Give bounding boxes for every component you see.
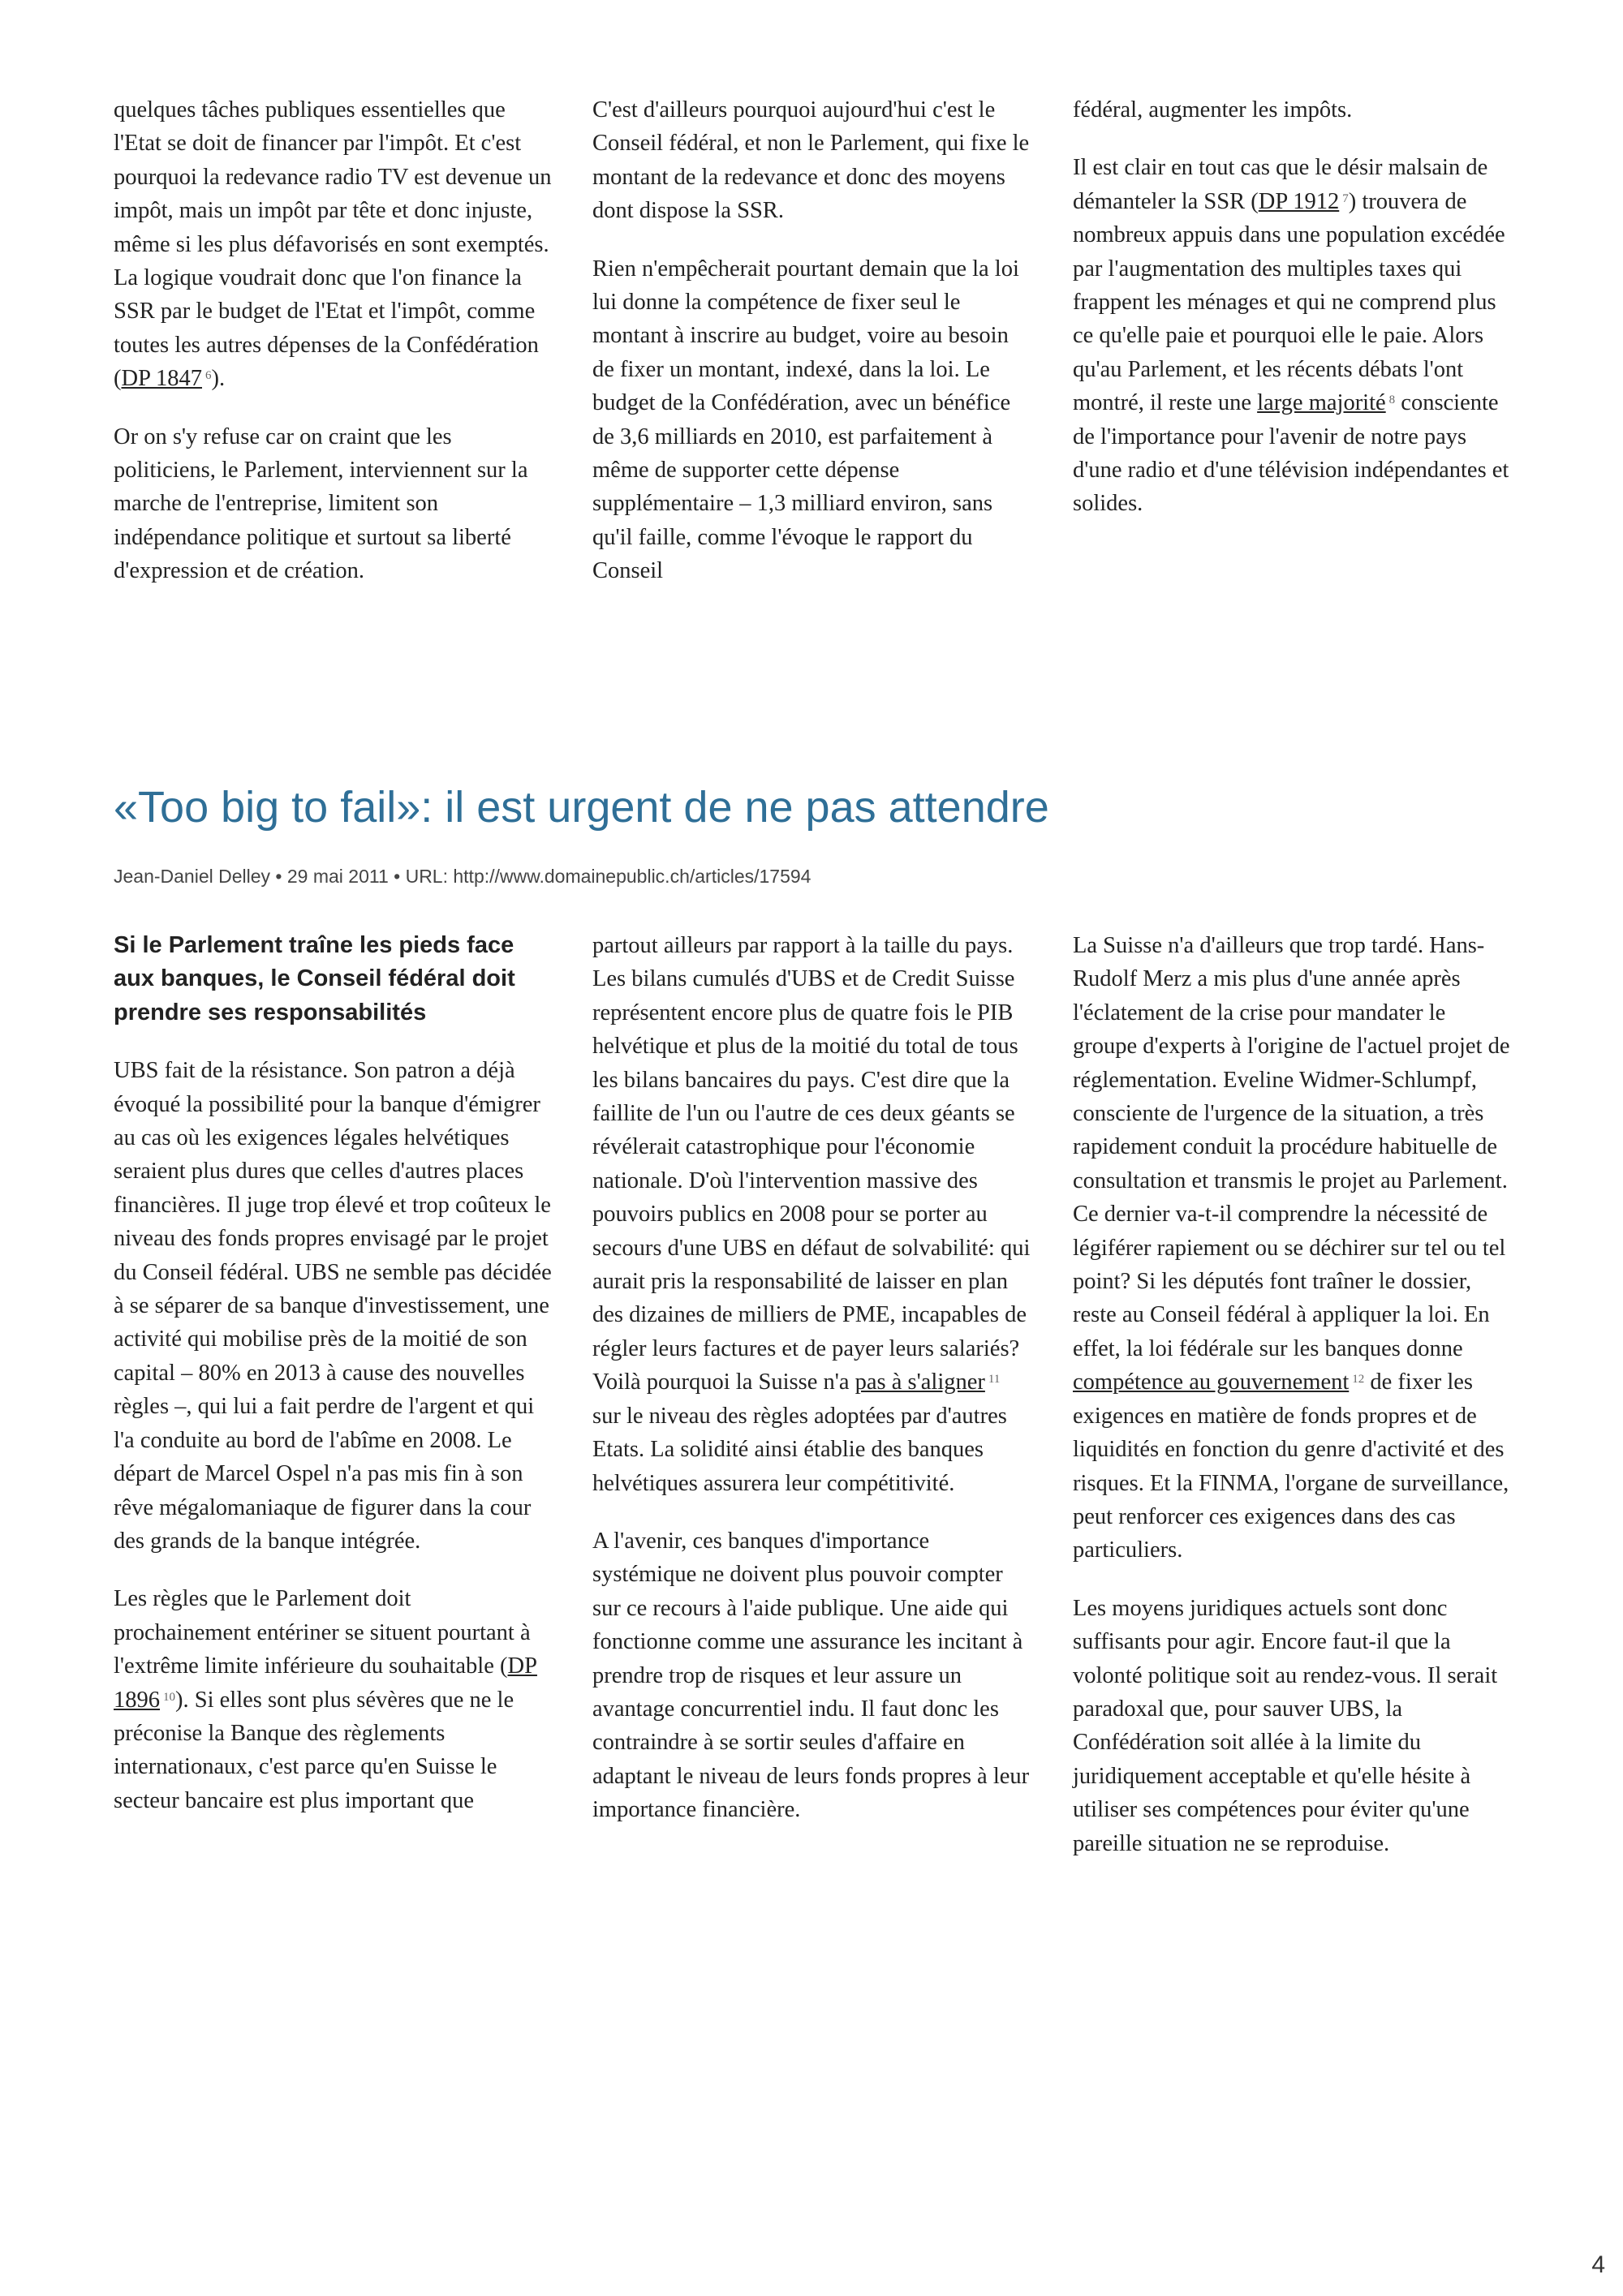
- footnote-marker: 8: [1388, 393, 1396, 407]
- footnote-marker: 7: [1342, 191, 1349, 205]
- article-lede: Si le Parlement traîne les pieds face aux banques, le Conseil fédéral doit prendre ses responsabilités: [114, 932, 515, 1025]
- footnote-marker: 10: [163, 1690, 175, 1704]
- paragraph: Les moyens juridiques actuels sont donc suffisants pour agir. Encore faut-il que la volonté politique soit au rendez-vous. Il serait paradoxal que, pour sauver UBS, la Confédération soit allée à la limite du juridiquement acceptable et qu'elle hésite à utiliser ses compétences pour éviter qu'une pareille situation ne se reproduise.: [1073, 1595, 1498, 1856]
- prev-article-column-2: [592, 93, 1031, 588]
- footnote-link-dp-1912[interactable]: DP 1912: [1258, 188, 1340, 214]
- footnote-marker: 6: [205, 369, 212, 383]
- paragraph: La Suisse n'a d'ailleurs que trop tardé. Hans-Rudolf Merz a mis plus d'une année après l'éclatement de la crise pour mandater le groupe d'experts à l'origine de l'actuel projet de réglementation. Eveline Widmer-Schlumpf, consciente de l'urgence de la situation, a très rapidement conduit la procédure habituelle de consultation et transmis le projet au Parlement. Ce dernier va-t-il comprendre la nécessité de légiférer rapiement ou se déchirer sur tel ou tel point? Si les députés font traîner le dossier, reste au Conseil fédéral à appliquer la loi. En effet, la loi fédérale sur les banques donne compétence au gouvernement $^{12}$ de fixer les exigences en matière de fonds propres et de liquidités en fonction du genre d'activité et des risques. Et la FINMA, l'organe de surveillance, peut renforcer ces exigences dans des cas particuliers.: [1073, 933, 1510, 1563]
- paragraph: Il est clair en tout cas que le désir malsain de démanteler la SSR (DP 1912 $^7$) trouvera de nombreux appuis dans une population excédée par l'augmentation des multiples taxes qui frappent les ménages et qui ne comprend plus ce qu'elle paie et pourquoi elle le paie. Alors qu'au Parlement, et les récents débats l'ont montré, il reste une large majorité $^8$ consciente de l'importance pour l'avenir de notre pays d'une radio et d'une télévision indépendantes et solides.: [1073, 155, 1509, 517]
- footnote-link-dp-1847[interactable]: DP 1847: [121, 366, 202, 392]
- article-byline: Jean-Daniel Delley • 29 mai 2011 • URL: http://www.domainepublic.ch/articles/17594: [114, 866, 812, 887]
- article-title: «Too big to fail»: il est urgent de ne pas attendre: [114, 783, 1049, 832]
- footnote-marker: 11: [988, 1373, 1001, 1387]
- paragraph: A l'avenir, ces banques d'importance systémique ne doivent plus pouvoir compter sur ce recours à l'aide publique. Une aide qui fonctionne comme une assurance les incitant à prendre trop de risques et leur assure un avantage concurrentiel indu. Il faut donc les contraindre à se sortir seules d'affaire en adaptant le niveau de leurs fonds propres à leur importance financière.: [592, 1528, 1030, 1823]
- link-competence-au-gouvernement[interactable]: compétence au gouvernement: [1073, 1369, 1350, 1395]
- link-large-majorite[interactable]: large majorité: [1257, 390, 1386, 416]
- paragraph: quelques tâches publiques essentielles que l'Etat se doit de financer par l'impôt. Et c'est pourquoi la redevance radio TV est devenue un impôt, mais un impôt par tête et donc injuste, même si les plus défavorisés en sont exemptés. La logique voudrait donc que l'on finance la SSR par le budget de l'Etat et l'impôt, comme toutes les autres dépenses de la Confédération (DP 1847 $^6$).: [114, 97, 552, 392]
- page-number: 4: [1591, 2251, 1605, 2278]
- footnote-link-dp-1896[interactable]: DP 1896: [114, 1653, 537, 1713]
- prev-article-column-1: [114, 93, 552, 588]
- article-column-1: [114, 929, 552, 1817]
- article-column-2: [592, 929, 1031, 1827]
- article-column-3: [1073, 929, 1511, 1860]
- link-pas-a-s-aligner[interactable]: pas à s'aligner: [855, 1369, 985, 1395]
- prev-article-column-3: [1073, 93, 1511, 521]
- paragraph: C'est d'ailleurs pourquoi aujourd'hui c'est le Conseil fédéral, et non le Parlement, qui fixe le montant de la redevance et donc des moyens dont dispose la SSR.: [592, 97, 1030, 224]
- paragraph: UBS fait de la résistance. Son patron a déjà évoqué la possibilité pour la banque d'émigrer au cas où les exigences légales helvétiques seraient plus dures que celles d'autres places financières. Il juge trop élevé et trop coûteux le niveau des fonds propres envisagé par le projet du Conseil fédéral. UBS ne semble pas décidée à se séparer de sa banque d'investissement, une activité qui mobilise près de la moitié de son capital – 80% en 2013 à cause des nouvelles règles –, qui lui a fait perdre de l'argent et qui l'a conduite au bord de l'abîme en 2008. Le départ de Marcel Ospel n'a pas mis fin à son rêve mégalomaniaque de figurer dans la cour des grands de la banque intégrée.: [114, 1058, 552, 1554]
- paragraph: partout ailleurs par rapport à la taille du pays. Les bilans cumulés d'UBS et de Credit Suisse représentent encore plus de quatre fois le PIB helvétique et plus de la moitié du total de tous les bilans bancaires du pays. C'est dire que la faillite de l'un ou l'autre de ces deux géants se révélerait catastrophique pour l'économie nationale. D'où l'intervention massive des pouvoirs publics en 2008 pour se porter au secours d'une UBS en défaut de solvabilité: qui aurait pris la responsabilité de laisser en plan des dizaines de milliers de PME, incapables de régler leurs factures et de payer leurs salariés? Voilà pourquoi la Suisse n'a pas à s'aligner $^{11}$ sur le niveau des règles adoptées par d'autres Etats. La solidité ainsi établie des banques helvétiques assurera leur compétitivité.: [592, 933, 1031, 1496]
- paragraph: Or on s'y refuse car on craint que les politiciens, le Parlement, interviennent sur la marche de l'entreprise, limitent son indépendance politique et surtout sa liberté d'expression et de création.: [114, 424, 528, 584]
- paragraph: Rien n'empêcherait pourtant demain que la loi lui donne la compétence de fixer seul le montant à inscrire au budget, voire au besoin de fixer un montant, indexé, dans la loi. Le budget de la Confédération, avec un bénéfice de 3,6 milliards en 2010, est parfaitement à même de supporter cette dépense supplémentaire – 1,3 milliard environ, sans qu'il faille, comme l'évoque le rapport du Conseil: [592, 256, 1019, 584]
- paragraph: Les règles que le Parlement doit prochainement entériner se situent pourtant à l'extrême limite inférieure du souhaitable (DP 1896 $^{10}$). Si elles sont plus sévères que ne le préconise la Banque des règlements internationaux, c'est parce qu'en Suisse le secteur bancaire est plus important que: [114, 1586, 537, 1813]
- paragraph: fédéral, augmenter les impôts.: [1073, 97, 1353, 123]
- footnote-marker: 12: [1352, 1373, 1365, 1387]
